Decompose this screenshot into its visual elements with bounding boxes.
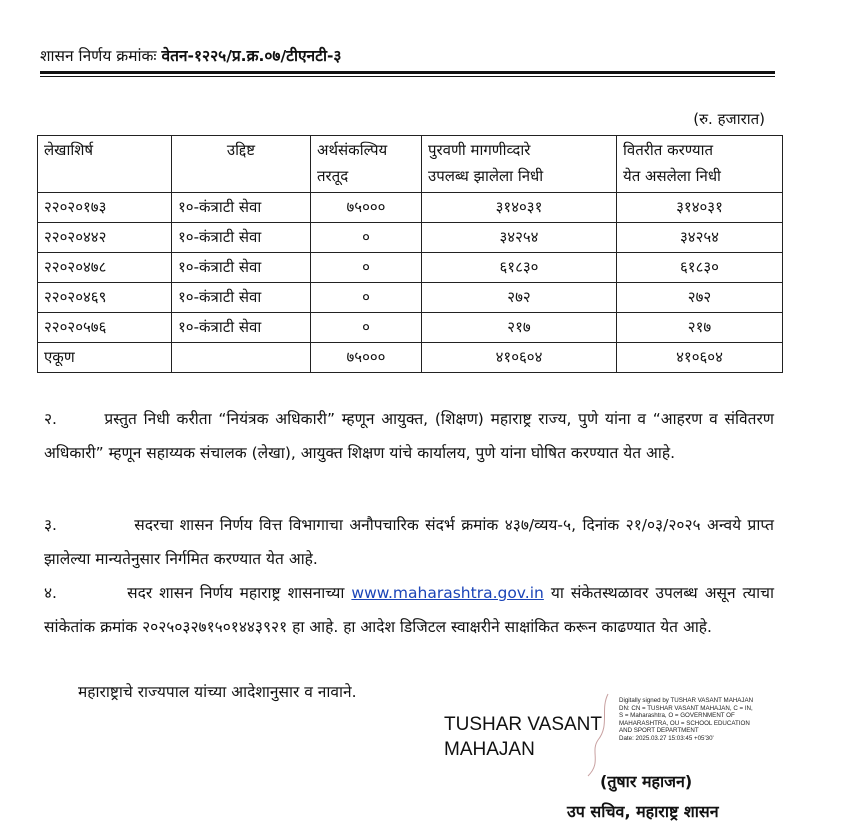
cell-purpose: १०-कंत्राटी सेवा (172, 283, 311, 313)
cell-supplementary: ३४२५४ (422, 223, 617, 253)
cell-budget: ० (311, 313, 422, 343)
cell-distributed: २१७ (617, 313, 783, 343)
dsig-line: DN: CN = TUSHAR VASANT MAHAJAN, C = IN, (619, 704, 753, 712)
table-total-row (38, 343, 783, 373)
gr-number-label: शासन निर्णय क्रमांकः (40, 47, 157, 65)
cell-budget: ० (311, 253, 422, 283)
paragraph-number: ३. (44, 516, 57, 534)
dsig-line: Date: 2025.03.27 15:03:45 +05'30' (619, 734, 714, 742)
paragraph-number: ४. (44, 584, 57, 602)
cell-supplementary: २७२ (422, 283, 617, 313)
fund-table (37, 135, 783, 373)
document-header (40, 44, 341, 66)
cell-head: २२०२०४४२ (38, 223, 172, 253)
dsig-line: Digitally signed by TUSHAR VASANT MAHAJAN (619, 697, 754, 704)
col-header-purpose: उद्दिष्ट (172, 136, 311, 193)
paragraph-text-before: सदर शासन निर्णय महाराष्ट्र शासनाच्या (127, 584, 345, 602)
col-header-supplementary: पुरवणी मागणीव्दारे उपलब्ध झालेला निधी (422, 136, 617, 193)
table-row (38, 193, 783, 223)
cell-budget: ० (311, 223, 422, 253)
cell-supplementary: ६१८३० (422, 253, 617, 283)
cell-budget: ७५००० (311, 193, 422, 223)
paragraph-text: प्रस्तुत निधी करीता “नियंत्रक अधिकारी” म्हणून आयुक्त, (शिक्षण) महाराष्ट्र राज्य, पुणे यांना व “आहरण व संवितरण अधिकारी” म्हणून सहाय्यक संचालक (लेखा), आयुक्त शिक्षण यांचे कार्यालय, पुणे यांना घोषित करण्यात येत आहे. (44, 410, 775, 462)
header-rule-thin (40, 76, 775, 77)
digital-signature-details (619, 697, 799, 743)
cell-distributed: ६१८३० (617, 253, 783, 283)
cell-total-budget: ७५००० (311, 343, 422, 373)
cell-total-purpose (172, 343, 311, 373)
website-link[interactable]: www.maharashtra.gov.in (351, 584, 544, 602)
dsig-line: MAHARASHTRA, OU = SCHOOL EDUCATION (619, 719, 750, 727)
table-row (38, 223, 783, 253)
cell-total-distributed: ४१०६०४ (617, 343, 783, 373)
cell-total-label: एकूण (38, 343, 172, 373)
cell-purpose: १०-कंत्राटी सेवा (172, 223, 311, 253)
col-header-budget: अर्थसंकल्पिय तरतूद (311, 136, 422, 193)
signer-marathi-name: (तुषार महाजन) (600, 772, 693, 791)
cell-purpose: १०-कंत्राटी सेवा (172, 313, 311, 343)
cell-head: २२०२०४६९ (38, 283, 172, 313)
col-header-distributed: वितरीत करण्यात येत असलेला निधी (617, 136, 783, 193)
cell-distributed: ३४२५४ (617, 223, 783, 253)
paragraph-number: २. (44, 410, 57, 428)
cell-total-supplementary: ४१०६०४ (422, 343, 617, 373)
cell-supplementary: २१७ (422, 313, 617, 343)
cell-head: २२०२०१७३ (38, 193, 172, 223)
dsig-line: AND SPORT DEPARTMENT (619, 727, 699, 735)
gr-number: वेतन-१२२५/प्र.क्र.०७/टीएनटी-३ (161, 47, 342, 65)
cell-purpose: १०-कंत्राटी सेवा (172, 193, 311, 223)
unit-note: (रु. हजारात) (693, 110, 765, 128)
cell-distributed: २७२ (617, 283, 783, 313)
paragraph-3 (44, 508, 774, 576)
col-header-head: लेखाशिर्ष (38, 136, 172, 193)
table-header-row (38, 136, 783, 193)
closing-line: महाराष्ट्राचे राज्यपाल यांच्या आदेशानुसार व नावाने. (78, 683, 357, 701)
dsig-line: S = Maharashtra, O = GOVERNMENT OF (619, 712, 735, 720)
paragraph-text-after: या संकेतस्थळावर उपलब्ध असून त्याचा सांकेतांक क्रमांक २०२५०३२७१५०१४४३९२१ हा आहे. हा आदेश डिजिटल स्वाक्षरीने साक्षांकित करून काढण्यात येत आहे. (44, 584, 774, 636)
cell-purpose: १०-कंत्राटी सेवा (172, 253, 311, 283)
paragraph-text: सदरचा शासन निर्णय वित्त विभागाचा अनौपचारिक संदर्भ क्रमांक ४३७/व्यय-५, दिनांक २१/०३/२०२५ अन्वये प्राप्त झालेल्या मान्यतेनुसार निर्गमित करण्यात येत आहे. (44, 516, 774, 568)
signer-name-line1: TUSHAR VASANT (444, 714, 603, 735)
paragraph-2 (44, 402, 774, 470)
cell-budget: ० (311, 283, 422, 313)
paragraph-4 (44, 576, 774, 644)
cell-distributed: ३१४०३१ (617, 193, 783, 223)
digital-signer-name (444, 712, 602, 762)
cell-head: २२०२०५७६ (38, 313, 172, 343)
signer-designation: उप सचिव, महाराष्ट्र शासन (567, 802, 719, 821)
cell-supplementary: ३१४०३१ (422, 193, 617, 223)
table-row (38, 253, 783, 283)
table-row (38, 313, 783, 343)
signer-name-line2: MAHAJAN (444, 739, 535, 760)
cell-head: २२०२०४७८ (38, 253, 172, 283)
table-row (38, 283, 783, 313)
header-rule-thick (40, 71, 775, 74)
